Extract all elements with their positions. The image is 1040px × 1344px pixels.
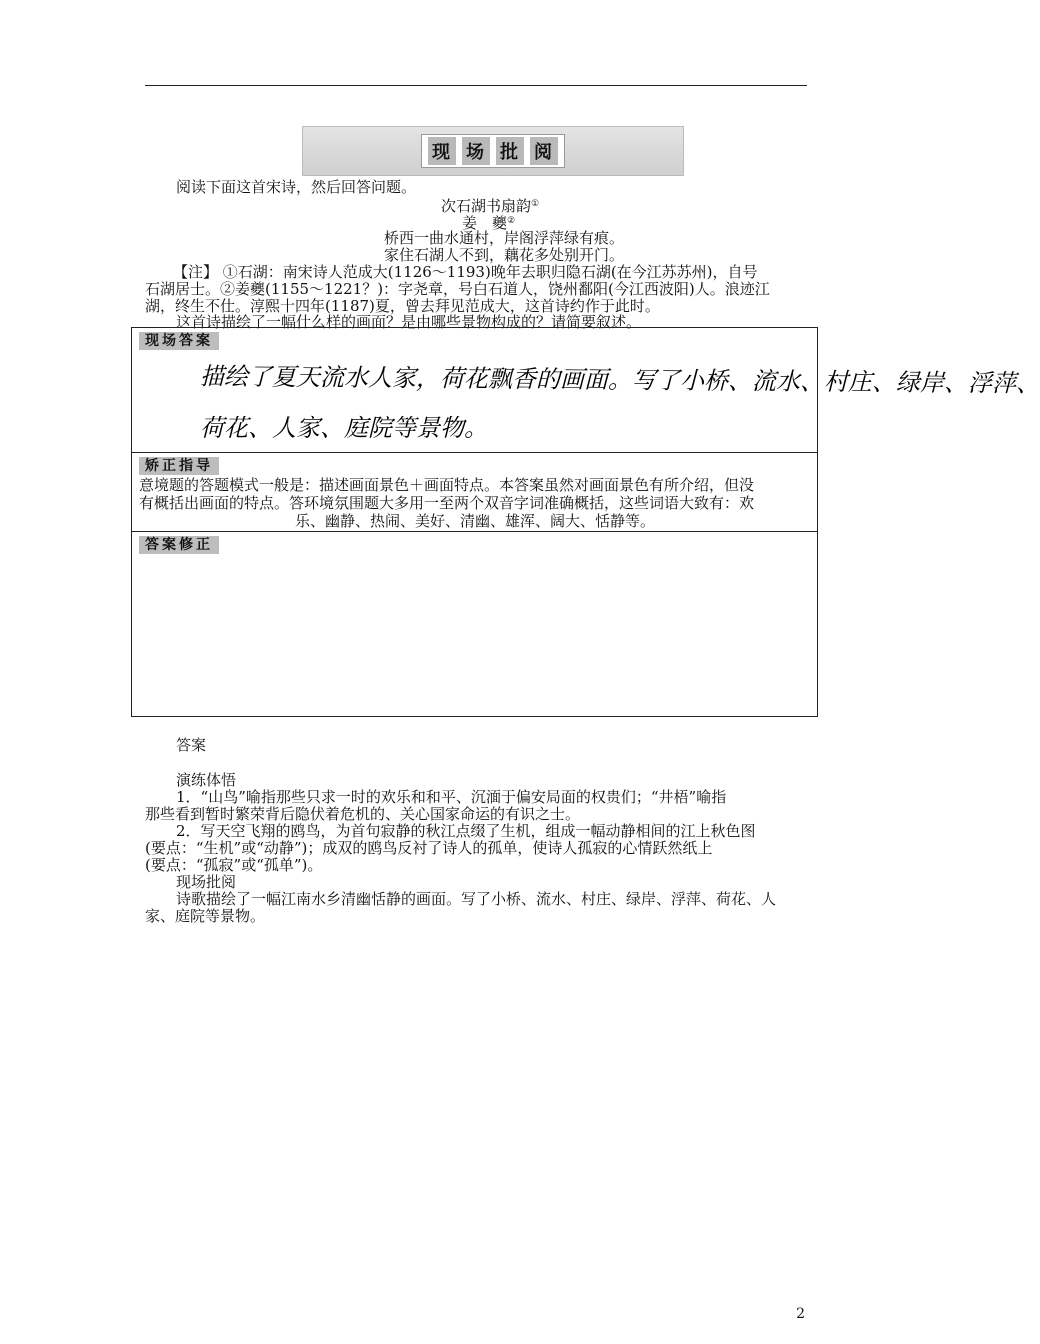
footnote-mark: ① — [530, 199, 540, 209]
answer-2-line-3: (要点：“孤寂”或“孤单”)。 — [145, 856, 323, 874]
section-heading-review: 现场批阅 — [176, 873, 237, 891]
question-intro: 阅读下面这首宋诗，然后回答问题。 — [176, 178, 417, 196]
answer-revision-tag: 答案修正 — [139, 536, 219, 554]
handwritten-answer-line-2: 荷花、人家、庭院等景物。 — [200, 414, 488, 442]
banner-char: 阅 — [530, 137, 558, 165]
answer-2-line-2: (要点：“生机”或“动静”)；成双的鸥鸟反衬了诗人的孤单，使诗人孤寂的心情跃然纸上 — [145, 839, 713, 857]
poem-title: 次石湖书扇韵① — [440, 197, 540, 215]
poem-line-1: 桥西一曲水通村，岸阁浮萍绿有痕。 — [384, 229, 625, 247]
note-line-1: 【注】 ①石湖：南宋诗人范成大(1126～1193)晚年去职归隐石湖(在今江苏苏州)，自号 — [173, 263, 758, 281]
correction-guide-text — [139, 476, 811, 530]
live-answer-box — [132, 328, 1040, 453]
answers-heading: 答案 — [176, 736, 207, 754]
answer-boxes — [131, 327, 1040, 717]
answer-3-line-2: 家、庭院等景物。 — [145, 907, 266, 925]
correction-guide-tag: 矫正指导 — [139, 457, 219, 475]
banner-char: 场 — [462, 137, 490, 165]
banner-char: 批 — [496, 137, 524, 165]
question-prompt: 这首诗描绘了一幅什么样的画面？是由哪些景物构成的？请简要叙述。 — [176, 313, 642, 331]
banner-char: 现 — [428, 137, 456, 165]
section-banner — [302, 126, 684, 176]
guide-line: 意境题的答题模式一般是：描述画面景色＋画面特点。本答案虽然对画面景色有所介绍，但没 — [139, 476, 755, 494]
answer-3-line-1: 诗歌描绘了一幅江南水乡清幽恬静的画面。写了小桥、流水、村庄、绿岸、浮萍、荷花、人 — [176, 890, 777, 908]
note-line-2: 石湖居士。②姜夔(1155～1221？)：字尧章，号白石道人，饶州鄱阳(今江西波阳)人。浪迹江 — [145, 280, 770, 298]
header-rule — [145, 85, 807, 86]
guide-line: 乐、幽静、热闹、美好、清幽、雄浑、阔大、恬静等。 — [294, 512, 655, 530]
section-heading-practice: 演练体悟 — [176, 771, 237, 789]
banner-title — [421, 134, 565, 168]
answer-2-line-1: 2．写天空飞翔的鸥鸟，为首句寂静的秋江点缀了生机，组成一幅动静相间的江上秋色图 — [176, 822, 756, 840]
answer-revision-box — [132, 532, 817, 718]
answer-1-line-2: 那些看到暂时繁荣背后隐伏着危机的、关心国家命运的有识之士。 — [145, 805, 581, 823]
live-answer-tag: 现场答案 — [139, 332, 219, 350]
note-line-3: 湖，终生不仕。淳熙十四年(1187)夏，曾去拜见范成大，这首诗约作于此时。 — [145, 297, 660, 315]
poem-line-2: 家住石湖人不到，藕花多处别开门。 — [384, 246, 625, 264]
handwritten-answer-line-1: 描绘了夏天流水人家，荷花飘香的画面。写了小桥、流水、村庄、绿岸、浮萍、 — [199, 362, 1040, 398]
guide-line: 有概括出画面的特点。答环境氛围题大多用一至两个双音字词准确概括，这些词语大致有：欢 — [139, 494, 755, 512]
footnote-mark: ② — [507, 216, 516, 226]
correction-guide-box — [132, 453, 817, 532]
poem-author: 姜 夔② — [462, 214, 516, 232]
page-number: 2 — [796, 1306, 805, 1322]
answer-1-line-1: 1．“山鸟”喻指那些只求一时的欢乐和和平、沉湎于偏安局面的权贵们；“井梧”喻指 — [176, 788, 727, 806]
